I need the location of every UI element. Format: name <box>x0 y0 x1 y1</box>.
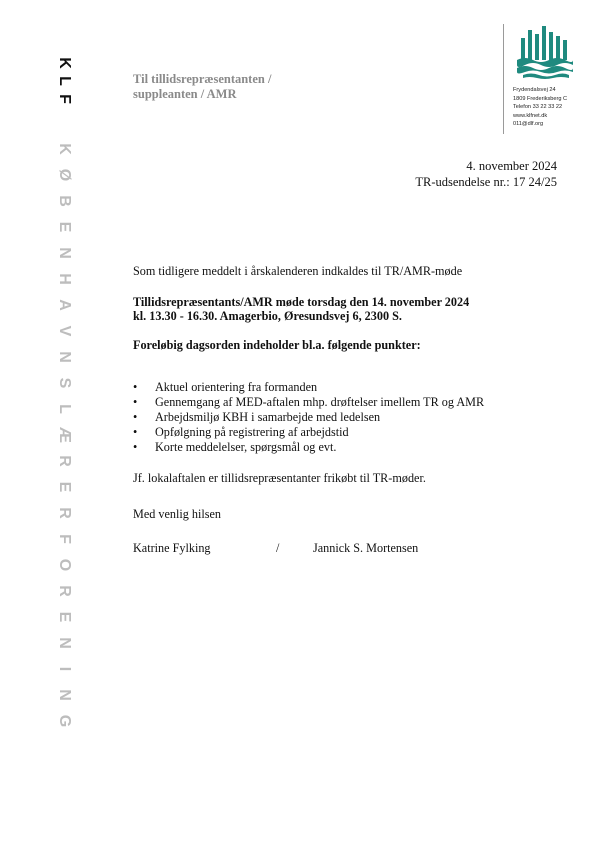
agenda-item <box>133 440 553 455</box>
agenda-item-text: Opfølgning på registrering af arbejdstid <box>155 425 349 439</box>
dispatch-number: TR-udsendelse nr.: 17 24/25 <box>415 174 557 189</box>
org-name-letter: H <box>56 273 73 285</box>
meeting-line: kl. 13.30 - 16.30. Amagerbio, Øresundsvej 6, 2300 S. <box>133 309 402 323</box>
org-name-letter: K <box>56 143 73 155</box>
agenda-item-text: Aktuel orientering fra formanden <box>155 380 318 394</box>
org-name-letter: G <box>56 714 73 728</box>
org-name-letter: Æ <box>56 427 73 443</box>
letterhead-divider <box>503 24 504 134</box>
bullet-icon: • <box>133 410 138 424</box>
org-name-letter: N <box>56 351 73 363</box>
org-name-letter: R <box>56 455 73 467</box>
agenda-item <box>133 425 553 440</box>
email-link[interactable]: 011@dlf.org <box>513 121 544 127</box>
meeting-details <box>133 295 553 324</box>
org-abbr-letter: L <box>56 76 73 86</box>
letterhead-address <box>513 86 567 129</box>
website-link[interactable]: www.klfnet.dk <box>513 112 548 119</box>
org-abbr-letter: F <box>56 94 73 104</box>
agenda-item-text: Korte meddelelser, spørgsmål og evt. <box>155 440 337 454</box>
org-name-letter: V <box>56 325 73 337</box>
agenda-heading: Foreløbig dagsorden indeholder bl.a. følgende punkter: <box>133 337 421 352</box>
agenda-item-text: Gennemgang af MED-aftalen mhp. drøftelser imellem TR og AMR <box>155 395 485 409</box>
agenda-item <box>133 410 553 425</box>
harbour-logo-icon <box>515 24 573 82</box>
letter-body <box>133 264 553 557</box>
org-name-letter: S <box>56 377 73 389</box>
recipient-line: suppleanten / AMR <box>133 87 237 101</box>
org-name-letter: A <box>56 299 73 311</box>
meeting-line: Tillidsrepræsentants/AMR møde torsdag den 14. november 2024 <box>133 294 470 309</box>
org-name-letter: E <box>56 481 73 493</box>
bullet-icon: • <box>133 425 138 439</box>
org-name-letter: B <box>56 195 73 207</box>
closing-greeting: Med venlig hilsen <box>133 506 222 521</box>
org-name-letter: L <box>56 404 73 414</box>
intro-paragraph: Som tidligere meddelt i årskalenderen indkaldes til TR/AMR-møde <box>133 264 463 278</box>
org-name-letter: E <box>56 221 73 233</box>
agenda-item <box>133 395 553 410</box>
org-abbr-letter: K <box>56 57 73 69</box>
org-name-letter: N <box>56 689 73 701</box>
org-name-letter: N <box>56 637 73 649</box>
address-line: 1809 Frederiksberg C <box>513 95 568 102</box>
letter-date: 4. november 2024 <box>466 159 557 173</box>
agenda-item-text: Arbejdsmiljø KBH i samarbejde med ledelsen <box>155 410 381 424</box>
letterhead <box>503 24 593 139</box>
org-name-letter: O <box>56 558 73 572</box>
local-agreement-note: Jf. lokalaftalen er tillidsrepræsentanter frikøbt til TR-møder. <box>133 471 426 485</box>
signer-name: Katrine Fylking <box>133 541 211 555</box>
org-name-letter: Ø <box>56 168 73 182</box>
org-name-letter: R <box>56 585 73 597</box>
agenda-list <box>133 380 553 455</box>
phone-line: Telefon 33 22 33 22 <box>513 104 563 110</box>
vertical-org-name <box>55 55 73 729</box>
org-name-letter: R <box>56 507 73 519</box>
address-line: Frydendalsvej 24 <box>513 87 556 93</box>
date-block <box>415 159 557 190</box>
agenda-item <box>133 380 553 395</box>
org-name-letter: F <box>56 534 73 544</box>
signature-line <box>133 541 553 557</box>
bullet-icon: • <box>133 440 138 454</box>
bullet-icon: • <box>133 395 138 409</box>
org-name-letter: N <box>56 247 73 259</box>
org-name-letter: E <box>56 611 73 623</box>
signer-separator: / <box>276 541 280 555</box>
signer-name: Jannick S. Mortensen <box>313 541 419 555</box>
org-name-letter: I <box>56 666 73 672</box>
recipient-line: Til tillidsrepræsentanten / <box>133 72 272 86</box>
bullet-icon: • <box>133 380 138 394</box>
recipient-block <box>133 72 271 102</box>
